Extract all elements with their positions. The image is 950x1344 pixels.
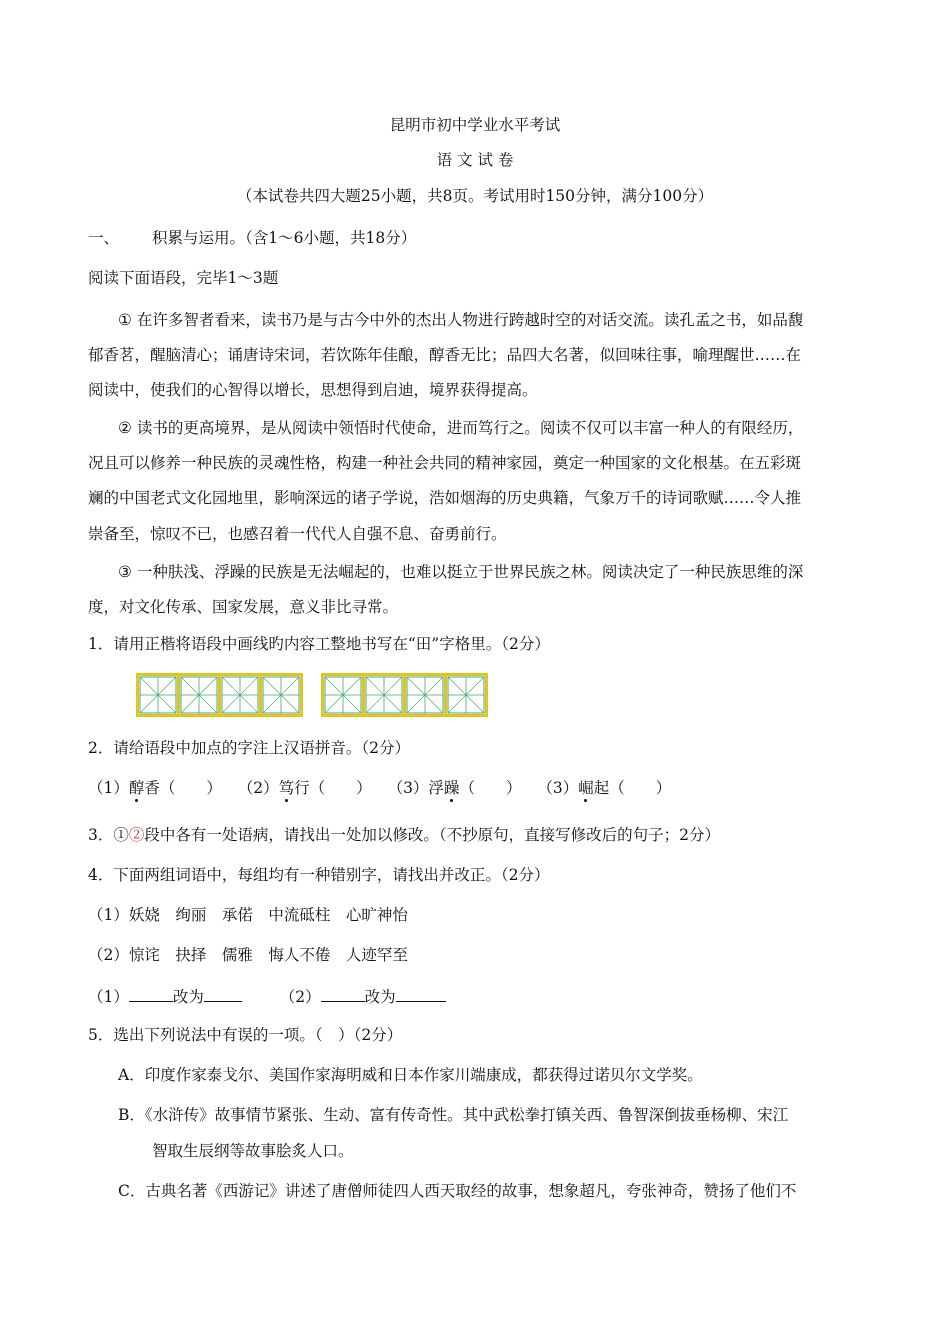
correction-answers: （1） 改为 （2） 改为 xyxy=(88,985,446,1007)
exam-note: （本试卷共四大题25小题，共8页。考试用时150分钟，满分100分） xyxy=(236,187,714,205)
tianzige-cell[interactable] xyxy=(262,676,300,714)
question-2: 2．请给语段中加点的字注上汉语拼音。（2分） xyxy=(88,739,410,757)
tianzige-group xyxy=(136,673,303,717)
tianzige-cell[interactable] xyxy=(139,676,177,714)
word-group-1: （1）妖娆 绚丽 承偌 中流砥柱 心旷神怡 xyxy=(88,906,408,924)
question-5: 5．选出下列说法中有误的一项。（ ）（2分） xyxy=(88,1026,403,1044)
answer-blank[interactable] xyxy=(396,985,446,1002)
pinyin-item[interactable]: （2）笃行（ ） xyxy=(237,779,372,797)
passage-line: 阅读中，使我们的心智得以增长，思想得到启迪，境界获得提高。 xyxy=(88,381,538,399)
option-a: A．印度作家泰戈尔、美国作家海明威和日本作家川端康成，都获得过诺贝尔文学奖。 xyxy=(118,1066,703,1084)
tianzige-grid[interactable] xyxy=(136,673,506,717)
section-number: 一、 xyxy=(88,229,120,247)
passage-line: 况且可以修养一种民族的灵魂性格，构建一种社会共同的精神家园，奠定一种国家的文化根基。在五彩斑 xyxy=(88,454,802,472)
option-b: B．《水浒传》故事情节紧张、生动、富有传奇性。其中武松拳打镇关西、鲁智深倒拔垂杨柳、宋江 xyxy=(118,1106,789,1124)
passage-line: 崇备至，惊叹不已，也感召着一代代人自强不息、奋勇前行。 xyxy=(88,525,507,543)
question-1: 1．请用正楷将语段中画线旳内容工整地书写在“田”字格里。（2分） xyxy=(88,635,550,653)
passage-line: 郁香茗，醒脑清心；诵唐诗宋词，若饮陈年佳酿，醇香无比；品四大名著，似回味往事，喻理醒世……在 xyxy=(88,346,802,364)
pinyin-item[interactable]: （1）醇香（ ） xyxy=(88,779,222,797)
question-3: 3．①②段中各有一处语病，请找出一处加以修改。（不抄原句，直接写修改后的句子；2分） xyxy=(88,826,721,844)
reading-intro: 阅读下面语段，完毕1～3题 xyxy=(88,269,279,287)
tianzige-cell[interactable] xyxy=(365,676,403,714)
question-4: 4．下面两组词语中，每组均有一种错别字，请找出并改正。（2分） xyxy=(88,866,550,884)
passage-line: ② 读书的更高境界，是从阅读中领悟时代使命，进而笃行之。阅读不仅可以丰富一种人的有限经历， xyxy=(118,419,804,437)
subject-title: 语 文 试 卷 xyxy=(436,151,514,169)
tianzige-cell[interactable] xyxy=(180,676,218,714)
page-title: 昆明市初中学业水平考试 xyxy=(389,116,561,134)
passage-line: 斓的中国老式文化园地里，影响深远的诸子学说，浩如烟海的历史典籍，气象万千的诗词歌赋……令人推 xyxy=(88,489,802,507)
pinyin-item[interactable]: （3）崛起（ ） xyxy=(537,779,672,797)
word-group-2: （2）惊诧 抉择 儒雅 悔人不倦 人迹罕至 xyxy=(88,946,408,964)
tianzige-cell[interactable] xyxy=(406,676,444,714)
option-c: C．古典名著《西游记》讲述了唐僧师徒四人西天取经的故事，想象超凡，夸张神奇，赞扬了他们不 xyxy=(118,1182,797,1200)
answer-blank[interactable] xyxy=(129,985,173,1002)
passage-line: ① 在许多智者看来，读书乃是与古今中外的杰出人物进行跨越时空的对话交流。读孔孟之书，如品馥 xyxy=(118,311,804,329)
tianzige-group xyxy=(321,673,488,717)
answer-blank[interactable] xyxy=(321,985,365,1002)
passage-line: ③ 一种肤浅、浮躁的民族是无法崛起的，也难以挺立于世界民族之林。阅读决定了一种民族思维的深 xyxy=(118,563,804,581)
pinyin-items xyxy=(88,778,671,798)
tianzige-cell[interactable] xyxy=(221,676,259,714)
section-title: 积累与运用。（含1～6小题，共18分） xyxy=(152,229,417,247)
tianzige-cell[interactable] xyxy=(447,676,485,714)
tianzige-cell[interactable] xyxy=(324,676,362,714)
answer-blank[interactable] xyxy=(204,985,242,1002)
passage-line: 度，对文化传承、国家发展，意义非比寻常。 xyxy=(88,598,399,616)
option-b-cont: 智取生辰纲等故事脍炙人口。 xyxy=(152,1142,354,1160)
pinyin-item[interactable]: （3）浮躁（ ） xyxy=(387,779,522,797)
